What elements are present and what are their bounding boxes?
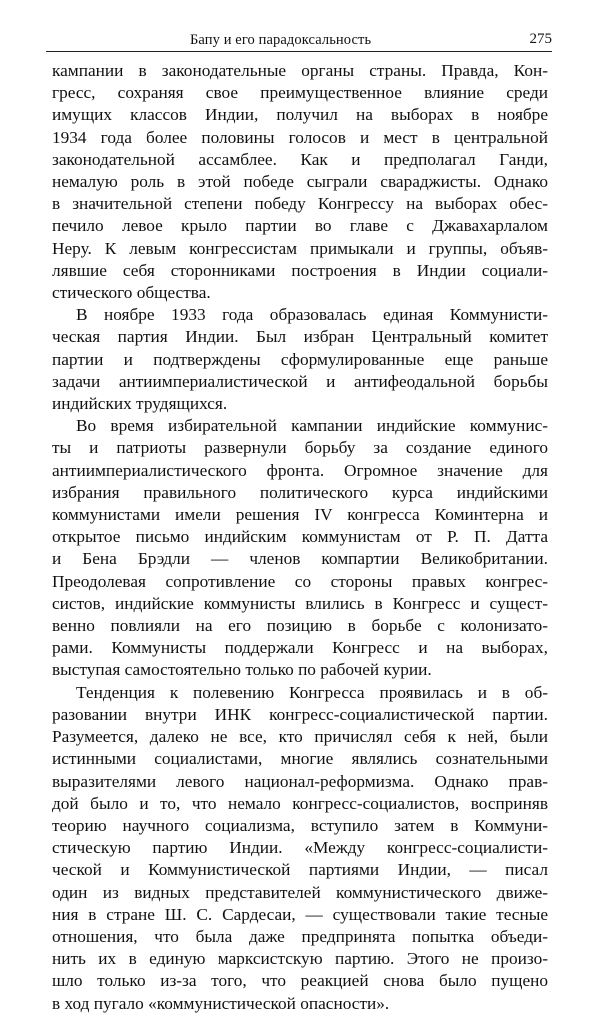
text-line [52, 659, 548, 681]
text-line [52, 326, 548, 348]
line-text: ческой и Коммунистической партиями Индии, — писал [52, 860, 548, 880]
line-text: венно повлияли на его позицию в борьбе с колонизато- [52, 616, 548, 636]
line-text: теорию научного социализма, вступило затем в Коммуни- [52, 815, 548, 835]
text-line [52, 793, 548, 815]
text-line [52, 127, 548, 149]
text-line [52, 349, 548, 371]
text-line [52, 548, 548, 570]
text-line [52, 415, 548, 437]
line-text: рами. Коммунисты поддержали Конгресс и на выборах, [52, 638, 548, 658]
text-line [52, 393, 548, 415]
text-line [52, 904, 548, 926]
text-line [52, 682, 548, 704]
paragraph [52, 60, 548, 304]
line-text: ния в стране Ш. С. Сардесаи, — существовали такие тесные [52, 904, 548, 924]
line-text: один из видных представителей коммунистического движе- [52, 882, 548, 902]
text-line [52, 571, 548, 593]
line-text: В ноябре 1933 года образовалась единая Коммунисти- [76, 305, 548, 325]
paragraph [52, 304, 548, 415]
text-line [52, 149, 548, 171]
line-text: ты и патриоты развернули борьбу за создание единого [52, 438, 548, 458]
line-text: Разумеется, далеко не все, кто причислял себя к ней, были [52, 727, 548, 747]
text-line [52, 260, 548, 282]
text-line [52, 371, 548, 393]
body-text [52, 60, 548, 1015]
line-text: открытое письмо индийским коммунистам от Р. П. Датта [52, 527, 548, 547]
text-line [52, 926, 548, 948]
header-rule [46, 51, 552, 53]
text-line [52, 837, 548, 859]
text-line [52, 882, 548, 904]
line-text: выступая самостоятельно только по рабочей курии. [52, 660, 432, 680]
line-text: 1934 года более половины голосов и мест в центральной [52, 127, 548, 147]
line-text: задачи антиимпериалистической и антифеодальной борьбы [52, 371, 548, 391]
running-title: Бапу и его парадоксальность [190, 32, 372, 48]
text-line [52, 993, 548, 1015]
text-line [52, 771, 548, 793]
line-text: индийских трудящихся. [52, 394, 228, 414]
line-text: коммунистами имели решения IV конгресса Коминтерна и [52, 505, 548, 525]
line-text: печило левое крыло партии во главе с Джавахарлалом [52, 216, 548, 236]
page-number: 275 [529, 31, 552, 47]
text-line [52, 593, 548, 615]
text-line [52, 437, 548, 459]
line-text: Во время избирательной кампании индийские коммунис- [76, 416, 548, 436]
text-line [52, 504, 548, 526]
line-text: избрания правильного политического курса индийскими [52, 482, 548, 502]
running-header [46, 26, 552, 52]
line-text: шло только из-за того, что реакцией снова было пущено [52, 971, 548, 991]
text-line [52, 726, 548, 748]
text-line [52, 304, 548, 326]
line-text: дой было и то, что немало конгресс-социалистов, восприняв [52, 793, 548, 813]
line-text: истинными социалистами, многие являлись сознательными [52, 749, 548, 769]
text-line [52, 282, 548, 304]
line-text: антиимпериалистического фронта. Огромное значение для [52, 460, 548, 480]
line-text: систов, индийские коммунисты влились в Конгресс и сущест- [52, 593, 548, 613]
text-line [52, 82, 548, 104]
line-text: в значительной степени победу Конгрессу на выборах обес- [52, 194, 548, 214]
line-text: гресс, сохраняя свое преимущественное влияние среди [52, 83, 548, 103]
text-line [52, 460, 548, 482]
text-line [52, 193, 548, 215]
text-line [52, 704, 548, 726]
text-line [52, 815, 548, 837]
line-text: Неру. К левым конгрессистам примыкали и группы, объяв- [52, 238, 548, 258]
line-text: ческая партия Индии. Был избран Центральный комитет [52, 327, 548, 347]
text-line [52, 637, 548, 659]
line-text: Тенденция к полевению Конгресса проявилась и в об- [76, 682, 548, 702]
line-text: немалую роль в этой победе сыграли свараджисты. Однако [52, 172, 548, 192]
text-line [52, 60, 548, 82]
text-line [52, 859, 548, 881]
text-line [52, 748, 548, 770]
text-line [52, 948, 548, 970]
text-line [52, 526, 548, 548]
line-text: стического общества. [52, 283, 211, 303]
line-text: Преодолевая сопротивление со стороны правых конгрес- [52, 571, 548, 591]
text-line [52, 104, 548, 126]
line-text: законодательной ассамблее. Как и предполагал Ганди, [52, 149, 548, 169]
line-text: разовании внутри ИНК конгресс-социалистической партии. [52, 704, 548, 724]
line-text: стическую партию Индии. «Между конгресс-социалисти- [52, 838, 548, 858]
line-text: и Бена Брэдли — членов компартии Великобритании. [52, 549, 548, 569]
text-line [52, 615, 548, 637]
text-line [52, 238, 548, 260]
paragraph [52, 682, 548, 1015]
line-text: имущих классов Индии, получил на выборах в ноябре [52, 105, 548, 125]
paragraph [52, 415, 548, 681]
line-text: в ход пугало «коммунистической опасности». [52, 993, 390, 1013]
line-text: партии и подтверждены сформулированные еще раньше [52, 349, 548, 369]
text-line [52, 215, 548, 237]
text-line [52, 171, 548, 193]
line-text: выразителями левого национал-реформизма. Однако прав- [52, 771, 548, 791]
text-line [52, 482, 548, 504]
text-line [52, 970, 548, 992]
line-text: кампании в законодательные органы страны. Правда, Кон- [52, 61, 548, 80]
line-text: отношения, что была даже предпринята попытка объеди- [52, 926, 548, 946]
line-text: нить их в единую марксистскую партию. Этого не произо- [52, 949, 548, 969]
line-text: лявшие себя сторонниками построения в Индии социали- [52, 260, 548, 280]
